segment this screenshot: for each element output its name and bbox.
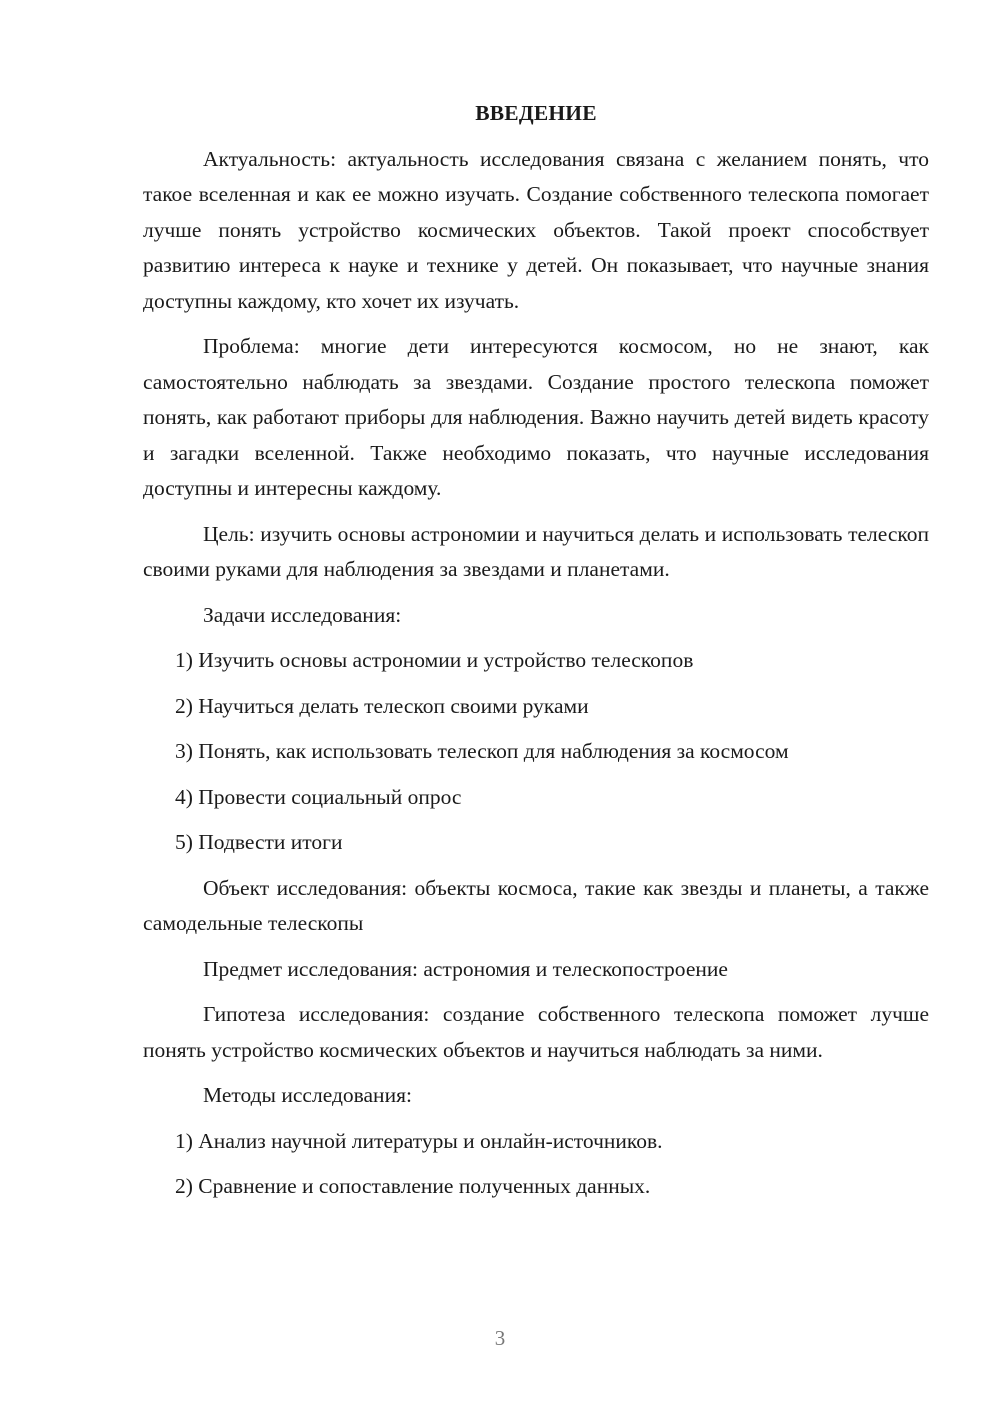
goal-paragraph: Цель: изучить основы астрономии и научиться делать и использовать телескоп своими руками для наблюдения за звездами и планетами. (143, 521, 929, 581)
relevance-paragraph: Актуальность: актуальность исследования связана с желанием понять, что такое вселенная и как ее можно изучать. Создание собственного телескопа помогает лучше понять устройство космических объектов. Такой проект способствует развитию интереса к науке и технике у детей. Он показывает, что научные знания доступны каждому, кто хочет их изучать. (143, 146, 929, 313)
task-item: 2) Научиться делать телескоп своими руками (175, 693, 589, 718)
tasks-list (143, 643, 929, 861)
task-item: 3) Понять, как использовать телескоп для наблюдения за космосом (175, 739, 789, 763)
document-page (143, 96, 929, 1215)
methods-heading: Методы исследования: (203, 1083, 412, 1107)
method-item: 1) Анализ научной литературы и онлайн-источников. (175, 1128, 663, 1153)
task-item: 5) Подвести итоги (175, 830, 343, 854)
methods-list (143, 1124, 929, 1205)
hypothesis-paragraph: Гипотеза исследования: создание собственного телескопа поможет лучше понять устройство космических объектов и научиться наблюдать за ними. (143, 1002, 929, 1062)
subject-paragraph: Предмет исследования: астрономия и телескопостроение (203, 956, 728, 981)
task-item: 4) Провести социальный опрос (175, 784, 462, 809)
section-title: ВВЕДЕНИЕ (475, 101, 597, 125)
tasks-heading: Задачи исследования: (203, 602, 402, 627)
method-item: 2) Сравнение и сопоставление полученных данных. (175, 1174, 651, 1198)
task-item: 1) Изучить основы астрономии и устройство телескопов (175, 648, 694, 672)
object-paragraph: Объект исследования: объекты космоса, такие как звезды и планеты, а также самодельные телескопы (143, 875, 929, 935)
page-number: 3 (494, 1326, 506, 1350)
problem-paragraph: Проблема: многие дети интересуются космосом, но не знают, как самостоятельно наблюдать за звездами. Создание простого телескопа поможет понять, как работают приборы для наблюдения. Важно научить детей видеть красоту и загадки вселенной. Также необходимо показать, что научные исследования доступны и интересны каждому. (143, 334, 929, 500)
